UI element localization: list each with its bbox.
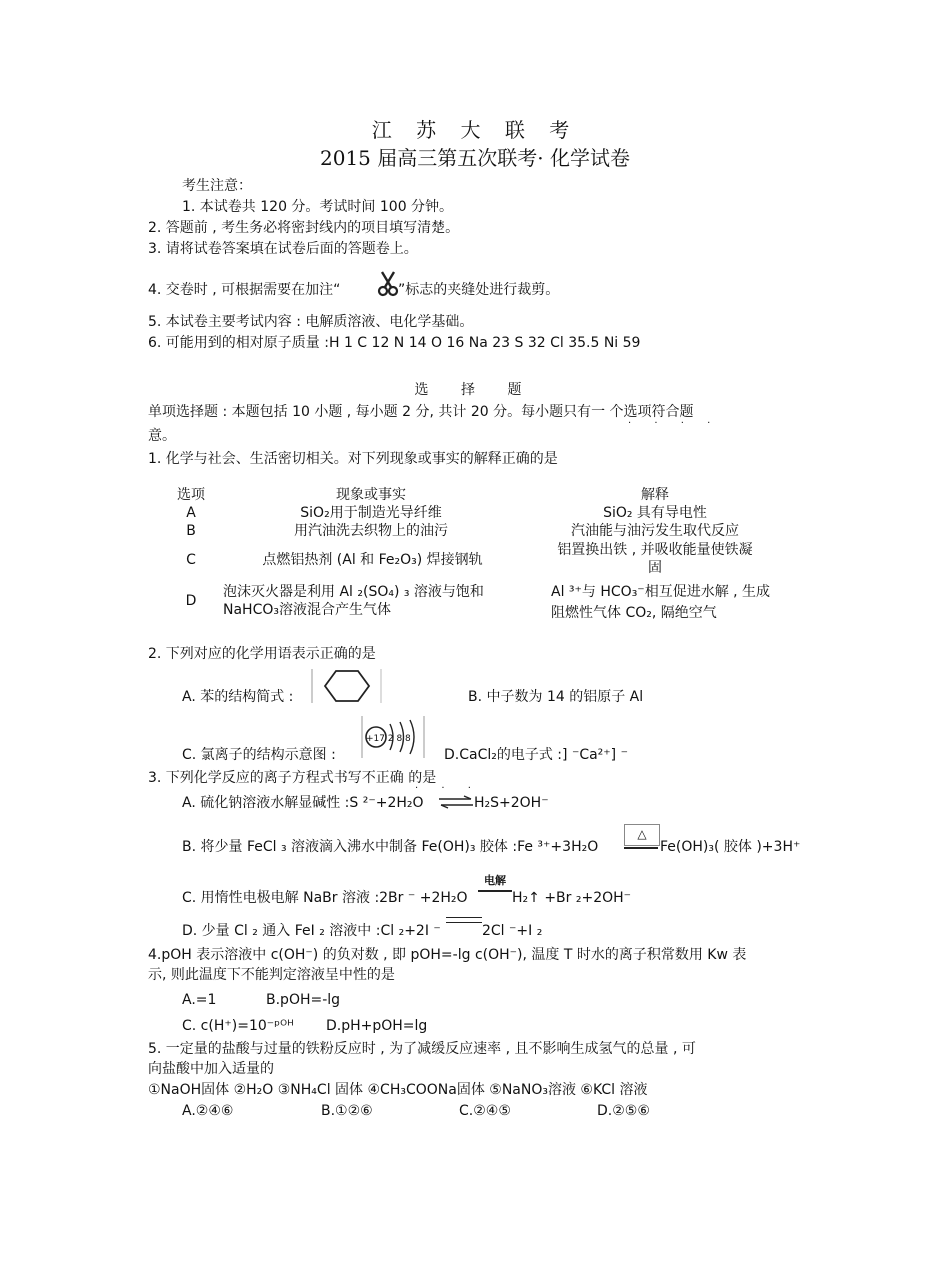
note-5: 5. 本试卷主要考试内容 : 电解质溶液、电化学基础。 bbox=[148, 314, 474, 330]
q5-option-d: D.②⑤⑥ bbox=[597, 1103, 650, 1119]
equation-line-c bbox=[478, 890, 512, 892]
section-title: 选 择 题 bbox=[414, 382, 536, 398]
q1-explain-c: 铝置换出铁 , 并吸收能量使铁凝 bbox=[557, 542, 753, 558]
note-2: 2. 答题前 , 考生务必将密封线内的项目填写清楚。 bbox=[148, 220, 460, 236]
q2-option-c: C. 氯离子的结构示意图 : bbox=[182, 747, 336, 763]
q4-option-a: A.=1 bbox=[182, 992, 217, 1008]
q4-option-c: C. c(H⁺)=10⁻ᵖᴼᴴ bbox=[182, 1018, 294, 1034]
note-1: 1. 本试卷共 120 分。考试时间 100 分钟。 bbox=[182, 199, 454, 215]
note-6: 6. 可能用到的相对原子质量 :H 1 C 12 N 14 O 16 Na 23 S 32 Cl 35.5 Ni 59 bbox=[148, 335, 641, 351]
q1-explain-b: 汽油能与油污发生取代反应 bbox=[571, 523, 739, 539]
q1-fact-b: 用汽油洗去织物上的油污 bbox=[294, 523, 448, 539]
note-3: 3. 请将试卷答案填在试卷后面的答题卷上。 bbox=[148, 241, 418, 257]
q2-stem: 2. 下列对应的化学用语表示正确的是 bbox=[148, 646, 376, 662]
equation-equals-d bbox=[446, 917, 482, 923]
q5-stem: 5. 一定量的盐酸与过量的铁粉反应时 , 为了减缓反应速率 , 且不影响生成氢气的总量 , 可 bbox=[148, 1041, 696, 1057]
equation-line-b bbox=[624, 847, 658, 849]
q3-option-b-right: Fe(OH)₃( 胶体 )+3H⁺ bbox=[660, 839, 801, 855]
section-instructions-cont: 意。 bbox=[148, 428, 176, 444]
note-4-part1: 4. 交卷时 , 可根据需要在加注“ bbox=[148, 282, 341, 298]
notes-heading: 考生注意： bbox=[182, 178, 252, 194]
q1-explain-d: Al ³⁺与 HCO₃⁻相互促进水解 , 生成 bbox=[551, 584, 771, 600]
q3-stem: 3. 下列化学反应的离子方程式书写不正确 的是 bbox=[148, 770, 437, 786]
ion-label: +17 2 8 8 bbox=[366, 734, 411, 744]
q1-header-fact: 现象或事实 bbox=[336, 487, 406, 503]
exam-title: 2015 届高三第五次联考· 化学试卷 bbox=[320, 146, 630, 170]
emphasis-dots: · · · · bbox=[628, 418, 721, 429]
q3-option-c-left: C. 用惰性电极电解 NaBr 溶液 :2Br ⁻ +2H₂O bbox=[182, 890, 468, 906]
q4-stem-cont: 示, 则此温度下不能判定溶液呈中性的是 bbox=[148, 967, 395, 983]
chloride-ion-diagram bbox=[360, 714, 426, 760]
q3-option-d-left: D. 少量 Cl ₂ 通入 FeI ₂ 溶液中 :Cl ₂+2I ⁻ bbox=[182, 923, 441, 939]
q5-option-a: A.②④⑥ bbox=[182, 1103, 234, 1119]
q1-explain-c-cont: 固 bbox=[648, 560, 662, 576]
q1-fact-d-cont: NaHCO₃溶液混合产生气体 bbox=[223, 602, 391, 618]
q1-option-b: B bbox=[186, 523, 196, 539]
q1-explain-d-cont: 阻燃性气体 CO₂, 隔绝空气 bbox=[551, 605, 717, 621]
q2-option-d: D.CaCl₂的电子式 :] ⁻Ca²⁺] ⁻ bbox=[444, 747, 628, 763]
q5-items: ①NaOH固体 ②H₂O ③NH₄Cl 固体 ④CH₃COONa固体 ⑤NaNO₃溶液 ⑥KCl 溶液 bbox=[148, 1082, 648, 1098]
reversible-arrow bbox=[438, 795, 474, 809]
q5-stem-cont: 向盐酸中加入适量的 bbox=[148, 1061, 274, 1077]
q4-option-b: B.pOH=-lg bbox=[266, 992, 341, 1008]
q3-option-a-left: A. 硫化钠溶液水解显碱性 :S ²⁻+2H₂O bbox=[182, 795, 424, 811]
q1-option-d: D bbox=[185, 593, 197, 609]
q1-fact-c: 点燃铝热剂 (Al 和 Fe₂O₃) 焊接钢轨 bbox=[262, 552, 483, 568]
q3-option-d-right: 2Cl ⁻+I ₂ bbox=[482, 923, 543, 939]
q3-option-b-left: B. 将少量 FeCl ₃ 溶液滴入沸水中制备 Fe(OH)₃ 胶体 :Fe ³⁺+3H₂O bbox=[182, 839, 599, 855]
q4-stem: 4.pOH 表示溶液中 c(OH⁻) 的负对数 , 即 pOH=-lg c(OH⁻), 温度 T 时水的离子积常数用 Kw 表 bbox=[148, 947, 747, 963]
q2-option-a: A. 苯的结构简式 : bbox=[182, 689, 294, 705]
q1-fact-d: 泡沫灭火器是利用 Al ₂(SO₄) ₃ 溶液与饱和 bbox=[223, 584, 484, 600]
q2-option-b: B. 中子数为 14 的铝原子 Al bbox=[468, 689, 644, 705]
section-instructions: 单项选择题 : 本题包括 10 小题 , 每小题 2 分, 共计 20 分。每小题只有一 个选项符合题 bbox=[148, 404, 694, 420]
q1-header-explain: 解释 bbox=[641, 487, 669, 503]
emphasis-dots-q3: · · · bbox=[415, 783, 481, 794]
q3-option-a-right: H₂S+2OH⁻ bbox=[474, 795, 549, 811]
q1-option-c: C bbox=[186, 552, 196, 568]
q4-option-d: D.pH+pOH=lg bbox=[326, 1018, 428, 1034]
q1-explain-a: SiO₂ 具有导电性 bbox=[603, 505, 707, 521]
q1-stem: 1. 化学与社会、生活密切相关。对下列现象或事实的解释正确的是 bbox=[148, 451, 558, 467]
q3-option-c-right: H₂↑ +Br ₂+2OH⁻ bbox=[512, 890, 632, 906]
electrolysis-condition: 电解 bbox=[484, 874, 506, 887]
q5-option-b: B.①②⑥ bbox=[321, 1103, 373, 1119]
note-4-part2: ”标志的夹缝处进行裁剪。 bbox=[398, 282, 560, 298]
q1-header-option: 选项 bbox=[177, 487, 205, 503]
heat-condition: △ bbox=[624, 824, 660, 846]
exam-source: 江 苏 大 联 考 bbox=[371, 118, 579, 142]
q1-option-a: A bbox=[186, 505, 196, 521]
q5-option-c: C.②④⑤ bbox=[459, 1103, 511, 1119]
q1-fact-a: SiO₂用于制造光导纤维 bbox=[300, 505, 442, 521]
benzene-structure-image bbox=[311, 668, 383, 704]
